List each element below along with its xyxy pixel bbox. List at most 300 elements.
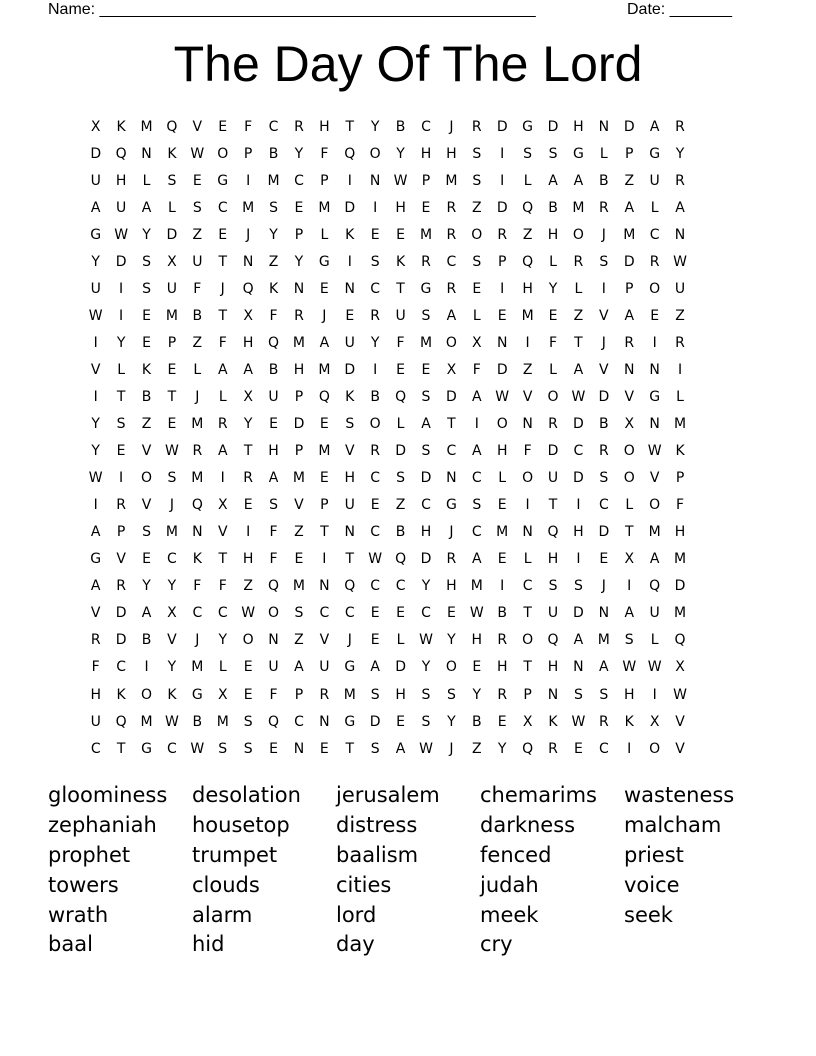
grid-letter: J bbox=[195, 388, 200, 405]
grid-letter: O bbox=[445, 334, 457, 351]
grid-letter: Q bbox=[268, 334, 280, 351]
grid-letter: E bbox=[116, 443, 126, 460]
grid-letter: L bbox=[168, 199, 176, 216]
grid-letter: W bbox=[88, 307, 103, 324]
grid-letter: E bbox=[370, 605, 380, 622]
grid-letter: V bbox=[116, 551, 126, 568]
grid-letter: Y bbox=[142, 578, 151, 595]
grid-letter: Y bbox=[497, 740, 507, 757]
grid-letter: W bbox=[114, 226, 129, 243]
grid-letter: U bbox=[268, 388, 279, 405]
grid-letter: E bbox=[319, 280, 329, 297]
grid-letter: F bbox=[320, 145, 329, 162]
word-bank-item: towers bbox=[48, 872, 119, 897]
grid-letter: O bbox=[217, 145, 229, 162]
grid-letter: C bbox=[217, 605, 228, 622]
grid-letter: E bbox=[218, 226, 228, 243]
grid-letter: Y bbox=[675, 145, 685, 162]
grid-letter: I bbox=[93, 497, 98, 514]
grid-letter: H bbox=[496, 659, 508, 676]
grid-letter: Y bbox=[91, 443, 100, 460]
grid-letter: U bbox=[674, 280, 686, 297]
grid-letter: M bbox=[292, 334, 305, 351]
grid-letter: D bbox=[420, 551, 432, 568]
grid-letter: E bbox=[167, 416, 177, 433]
grid-letter: R bbox=[675, 334, 685, 351]
word-bank-item: clouds bbox=[192, 872, 260, 897]
grid-letter: Y bbox=[421, 578, 431, 595]
grid-letter: S bbox=[294, 605, 304, 622]
grid-letter: O bbox=[445, 659, 457, 676]
grid-letter: F bbox=[91, 659, 100, 676]
grid-letter: Y bbox=[421, 659, 431, 676]
grid-letter: Q bbox=[191, 497, 203, 514]
grid-letter: Q bbox=[344, 145, 356, 162]
grid-letter: O bbox=[141, 470, 153, 487]
grid-letter: E bbox=[142, 307, 151, 324]
word-bank-row bbox=[48, 870, 768, 900]
grid-letter: P bbox=[116, 524, 126, 541]
grid-letter: L bbox=[117, 361, 126, 378]
grid-letter: K bbox=[268, 280, 279, 297]
grid-letter: S bbox=[192, 199, 202, 216]
grid-letter: R bbox=[598, 199, 609, 216]
word-bank-item: judah bbox=[480, 872, 539, 897]
grid-letter: H bbox=[420, 524, 432, 541]
grid-letter: T bbox=[345, 740, 355, 757]
grid-letter: H bbox=[573, 524, 584, 541]
grid-letter: M bbox=[292, 470, 305, 487]
grid-letter: D bbox=[115, 605, 127, 622]
grid-letter: I bbox=[677, 361, 683, 378]
grid-letter: S bbox=[573, 686, 583, 703]
grid-letter: E bbox=[599, 551, 609, 568]
grid-letter: W bbox=[469, 605, 484, 622]
grid-letter: C bbox=[116, 659, 126, 676]
grid-letter: V bbox=[675, 713, 685, 730]
grid-row bbox=[83, 708, 744, 735]
grid-letter: F bbox=[676, 497, 685, 514]
grid-letter: M bbox=[572, 199, 585, 216]
grid-letter: K bbox=[192, 551, 202, 568]
grid-letter: Z bbox=[675, 307, 685, 324]
grid-letter: R bbox=[649, 253, 660, 270]
grid-letter: N bbox=[268, 632, 279, 649]
grid-letter: P bbox=[294, 443, 304, 460]
grid-letter: E bbox=[396, 226, 405, 243]
grid-letter: Q bbox=[522, 253, 534, 270]
grid-letter: M bbox=[140, 118, 153, 135]
grid-letter: Q bbox=[166, 118, 178, 135]
grid-letter: R bbox=[90, 632, 101, 649]
grid-letter: D bbox=[166, 226, 178, 243]
grid-letter: D bbox=[623, 253, 635, 270]
grid-letter: O bbox=[242, 632, 254, 649]
grid-row bbox=[83, 573, 744, 600]
grid-letter: T bbox=[574, 334, 583, 351]
grid-letter: E bbox=[142, 334, 151, 351]
grid-letter: G bbox=[90, 226, 102, 243]
grid-letter: M bbox=[292, 578, 305, 595]
grid-letter: O bbox=[471, 226, 483, 243]
grid-row bbox=[83, 654, 744, 681]
grid-letter: I bbox=[500, 145, 505, 162]
grid-letter: Q bbox=[547, 524, 559, 541]
grid-letter: V bbox=[217, 524, 228, 541]
grid-letter: S bbox=[142, 280, 151, 297]
grid-letter: S bbox=[548, 578, 558, 595]
grid-letter: N bbox=[319, 713, 330, 730]
word-bank-item: cities bbox=[336, 872, 392, 897]
grid-letter: P bbox=[675, 470, 685, 487]
grid-letter: I bbox=[246, 524, 251, 541]
grid-letter: D bbox=[395, 443, 406, 460]
grid-letter: H bbox=[344, 470, 356, 487]
grid-letter: Y bbox=[269, 226, 278, 243]
grid-letter: X bbox=[167, 605, 177, 622]
grid-letter: W bbox=[241, 605, 256, 622]
grid-letter: W bbox=[165, 713, 179, 730]
grid-letter: H bbox=[268, 443, 279, 460]
grid-letter: Q bbox=[318, 388, 330, 405]
grid-letter: S bbox=[218, 740, 228, 757]
grid-letter: Y bbox=[294, 145, 304, 162]
grid-letter: N bbox=[141, 145, 152, 162]
grid-letter: A bbox=[90, 524, 101, 541]
grid-letter: H bbox=[547, 659, 559, 676]
grid-letter: C bbox=[598, 497, 609, 514]
grid-letter: I bbox=[93, 388, 98, 405]
grid-letter: H bbox=[293, 361, 305, 378]
grid-letter: I bbox=[576, 551, 581, 568]
grid-letter: C bbox=[598, 740, 609, 757]
grid-letter: N bbox=[446, 470, 457, 487]
grid-letter: N bbox=[522, 416, 533, 433]
grid-letter: G bbox=[420, 280, 432, 297]
grid-letter: Z bbox=[395, 497, 406, 514]
grid-letter: G bbox=[522, 118, 534, 135]
grid-letter: C bbox=[573, 443, 584, 460]
grid-letter: B bbox=[268, 145, 279, 162]
grid-letter: U bbox=[344, 497, 355, 514]
grid-letter: T bbox=[218, 253, 228, 270]
grid-letter: A bbox=[649, 551, 660, 568]
grid-letter: J bbox=[347, 632, 352, 649]
grid-letter: K bbox=[167, 145, 177, 162]
grid-letter: X bbox=[167, 253, 177, 270]
grid-letter: S bbox=[269, 199, 278, 216]
grid-letter: Q bbox=[268, 713, 280, 730]
grid-letter: H bbox=[115, 172, 127, 189]
grid-letter: Z bbox=[294, 524, 304, 541]
word-bank-row bbox=[48, 900, 768, 930]
grid-letter: U bbox=[649, 605, 660, 622]
grid-letter: B bbox=[268, 361, 279, 378]
grid-letter: I bbox=[119, 307, 124, 324]
grid-letter: A bbox=[268, 470, 279, 487]
grid-letter: N bbox=[344, 280, 355, 297]
grid-letter: P bbox=[294, 686, 304, 703]
grid-letter: T bbox=[320, 524, 329, 541]
grid-letter: F bbox=[396, 334, 405, 351]
grid-letter: Q bbox=[674, 632, 686, 649]
grid-letter: S bbox=[345, 416, 355, 433]
grid-letter: X bbox=[217, 686, 228, 703]
grid-letter: O bbox=[547, 388, 559, 405]
word-bank-item: fenced bbox=[480, 842, 552, 867]
grid-letter: D bbox=[115, 253, 127, 270]
grid-letter: Q bbox=[395, 388, 407, 405]
grid-letter: Q bbox=[115, 713, 127, 730]
grid-letter: M bbox=[318, 361, 331, 378]
grid-letter: T bbox=[447, 416, 456, 433]
grid-letter: I bbox=[322, 551, 327, 568]
grid-letter: C bbox=[90, 740, 101, 757]
grid-letter: Y bbox=[218, 632, 228, 649]
grid-letter: V bbox=[167, 632, 177, 649]
grid-letter: A bbox=[675, 199, 685, 216]
grid-letter: Z bbox=[192, 334, 203, 351]
grid-letter: Q bbox=[547, 632, 559, 649]
grid-letter: U bbox=[90, 280, 101, 297]
grid-letter: H bbox=[446, 145, 457, 162]
grid-letter: H bbox=[496, 443, 508, 460]
grid-letter: S bbox=[548, 145, 558, 162]
grid-letter: M bbox=[165, 524, 178, 541]
grid-letter: P bbox=[320, 172, 329, 189]
grid-letter: N bbox=[319, 578, 330, 595]
grid-letter: A bbox=[141, 605, 152, 622]
grid-row bbox=[83, 627, 744, 654]
grid-letter: N bbox=[623, 361, 635, 378]
grid-letter: N bbox=[496, 334, 508, 351]
grid-letter: A bbox=[90, 578, 101, 595]
grid-letter: Z bbox=[294, 632, 304, 649]
grid-letter: F bbox=[218, 578, 227, 595]
grid-letter: I bbox=[601, 280, 606, 297]
grid-row bbox=[83, 275, 744, 302]
grid-letter: E bbox=[396, 361, 405, 378]
grid-letter: R bbox=[675, 118, 685, 135]
grid-letter: R bbox=[243, 470, 253, 487]
grid-letter: E bbox=[497, 497, 507, 514]
grid-letter: F bbox=[193, 578, 202, 595]
grid-letter: Z bbox=[522, 361, 533, 378]
grid-letter: D bbox=[547, 118, 559, 135]
grid-letter: I bbox=[474, 416, 479, 433]
grid-letter: K bbox=[141, 361, 152, 378]
grid-letter: A bbox=[421, 416, 431, 433]
grid-letter: W bbox=[190, 145, 205, 162]
grid-letter: S bbox=[472, 497, 482, 514]
grid-letter: B bbox=[395, 524, 406, 541]
grid-letter: R bbox=[497, 632, 508, 649]
grid-letter: R bbox=[294, 307, 304, 324]
grid-letter: E bbox=[142, 551, 151, 568]
grid-letter: E bbox=[192, 172, 202, 189]
grid-letter: J bbox=[601, 578, 606, 595]
grid-letter: L bbox=[574, 280, 583, 297]
grid-row bbox=[83, 519, 744, 546]
grid-letter: Y bbox=[91, 416, 100, 433]
grid-letter: A bbox=[395, 740, 406, 757]
grid-letter: R bbox=[446, 226, 457, 243]
letter-grid bbox=[83, 113, 744, 762]
grid-letter: F bbox=[269, 524, 278, 541]
grid-letter: U bbox=[90, 172, 101, 189]
grid-letter: U bbox=[166, 280, 178, 297]
grid-letter: F bbox=[548, 334, 558, 351]
grid-letter: L bbox=[320, 226, 329, 243]
grid-letter: D bbox=[344, 361, 356, 378]
grid-letter: V bbox=[141, 497, 152, 514]
grid-letter: E bbox=[294, 551, 304, 568]
grid-letter: N bbox=[192, 524, 203, 541]
grid-letter: Y bbox=[447, 632, 456, 649]
word-bank-item: distress bbox=[336, 812, 418, 837]
grid-letter: S bbox=[243, 740, 253, 757]
grid-letter: C bbox=[370, 578, 381, 595]
grid-letter: B bbox=[471, 713, 482, 730]
grid-letter: V bbox=[192, 118, 203, 135]
grid-letter: O bbox=[649, 740, 661, 757]
grid-letter: V bbox=[141, 443, 152, 460]
grid-letter: I bbox=[93, 334, 98, 351]
grid-letter: C bbox=[294, 713, 304, 730]
grid-letter: H bbox=[547, 551, 559, 568]
grid-letter: V bbox=[344, 443, 355, 460]
grid-letter: S bbox=[421, 713, 431, 730]
grid-letter: J bbox=[246, 226, 251, 243]
grid-letter: M bbox=[419, 226, 433, 243]
grid-letter: H bbox=[242, 334, 254, 351]
grid-letter: C bbox=[395, 578, 406, 595]
grid-letter: R bbox=[319, 686, 330, 703]
grid-letter: E bbox=[319, 470, 329, 487]
grid-letter: S bbox=[624, 632, 634, 649]
grid-letter: H bbox=[522, 280, 533, 297]
grid-letter: B bbox=[141, 632, 152, 649]
grid-letter: C bbox=[167, 551, 177, 568]
grid-letter: O bbox=[141, 686, 153, 703]
grid-letter: L bbox=[650, 199, 659, 216]
grid-letter: I bbox=[220, 470, 225, 487]
grid-letter: I bbox=[119, 280, 124, 297]
grid-letter: A bbox=[548, 172, 558, 189]
grid-letter: J bbox=[449, 118, 454, 135]
grid-letter: G bbox=[572, 145, 584, 162]
grid-letter: D bbox=[496, 199, 508, 216]
grid-letter: C bbox=[421, 497, 431, 514]
grid-letter: L bbox=[625, 497, 634, 514]
grid-letter: F bbox=[472, 361, 481, 378]
grid-letter: I bbox=[347, 172, 352, 189]
grid-letter: O bbox=[572, 226, 584, 243]
grid-letter: U bbox=[547, 470, 559, 487]
grid-letter: R bbox=[116, 578, 126, 595]
grid-letter: D bbox=[395, 659, 406, 676]
word-bank-item: housetop bbox=[192, 812, 290, 837]
grid-letter: X bbox=[243, 307, 253, 324]
name-line: Name: _________________________________________________ bbox=[48, 1, 536, 18]
grid-letter: O bbox=[649, 280, 661, 297]
grid-letter: K bbox=[548, 713, 558, 730]
grid-letter: C bbox=[167, 740, 177, 757]
grid-row bbox=[83, 194, 744, 221]
grid-letter: C bbox=[446, 253, 457, 270]
grid-letter: G bbox=[445, 497, 457, 514]
grid-letter: R bbox=[598, 713, 609, 730]
grid-letter: R bbox=[370, 443, 381, 460]
grid-letter: E bbox=[269, 416, 278, 433]
grid-letter: S bbox=[243, 713, 253, 730]
grid-letter: T bbox=[523, 659, 532, 676]
grid-letter: H bbox=[547, 226, 559, 243]
grid-letter: Z bbox=[141, 416, 152, 433]
grid-letter: X bbox=[649, 713, 660, 730]
word-bank-row bbox=[48, 780, 768, 810]
grid-letter: S bbox=[599, 686, 609, 703]
grid-row bbox=[83, 248, 744, 275]
grid-letter: A bbox=[472, 388, 482, 405]
grid-letter: A bbox=[624, 307, 635, 324]
grid-letter: S bbox=[116, 416, 126, 433]
grid-letter: M bbox=[242, 199, 255, 216]
grid-letter: G bbox=[90, 551, 102, 568]
grid-row bbox=[83, 465, 744, 492]
grid-letter: I bbox=[500, 280, 505, 297]
grid-letter: O bbox=[522, 632, 534, 649]
grid-letter: S bbox=[142, 524, 151, 541]
grid-letter: I bbox=[627, 740, 632, 757]
grid-letter: X bbox=[217, 497, 228, 514]
grid-letter: E bbox=[370, 632, 380, 649]
grid-letter: Q bbox=[522, 199, 534, 216]
grid-letter: N bbox=[293, 280, 305, 297]
grid-letter: R bbox=[421, 253, 431, 270]
grid-letter: H bbox=[573, 118, 584, 135]
word-bank-item: chemarims bbox=[480, 782, 597, 807]
grid-letter: N bbox=[522, 524, 533, 541]
grid-letter: N bbox=[649, 416, 660, 433]
grid-letter: P bbox=[167, 334, 177, 351]
grid-letter: C bbox=[649, 226, 660, 243]
grid-letter: S bbox=[269, 497, 278, 514]
grid-letter: P bbox=[320, 497, 329, 514]
grid-letter: P bbox=[294, 388, 304, 405]
grid-letter: N bbox=[598, 118, 610, 135]
grid-letter: R bbox=[548, 740, 558, 757]
grid-letter: E bbox=[345, 307, 355, 324]
grid-letter: V bbox=[319, 632, 330, 649]
grid-letter: C bbox=[522, 578, 533, 595]
grid-letter: M bbox=[140, 713, 153, 730]
grid-letter: T bbox=[243, 443, 253, 460]
grid-letter: O bbox=[369, 145, 381, 162]
grid-row bbox=[83, 167, 744, 194]
grid-letter: D bbox=[496, 361, 508, 378]
grid-letter: B bbox=[599, 416, 609, 433]
word-bank-item: baal bbox=[48, 932, 93, 957]
grid-letter: A bbox=[624, 605, 635, 622]
grid-letter: W bbox=[673, 253, 687, 270]
grid-letter: T bbox=[523, 605, 532, 622]
grid-letter: L bbox=[650, 632, 659, 649]
grid-letter: W bbox=[571, 713, 586, 730]
grid-letter: V bbox=[90, 605, 101, 622]
grid-letter: E bbox=[319, 416, 329, 433]
grid-letter: C bbox=[344, 605, 355, 622]
